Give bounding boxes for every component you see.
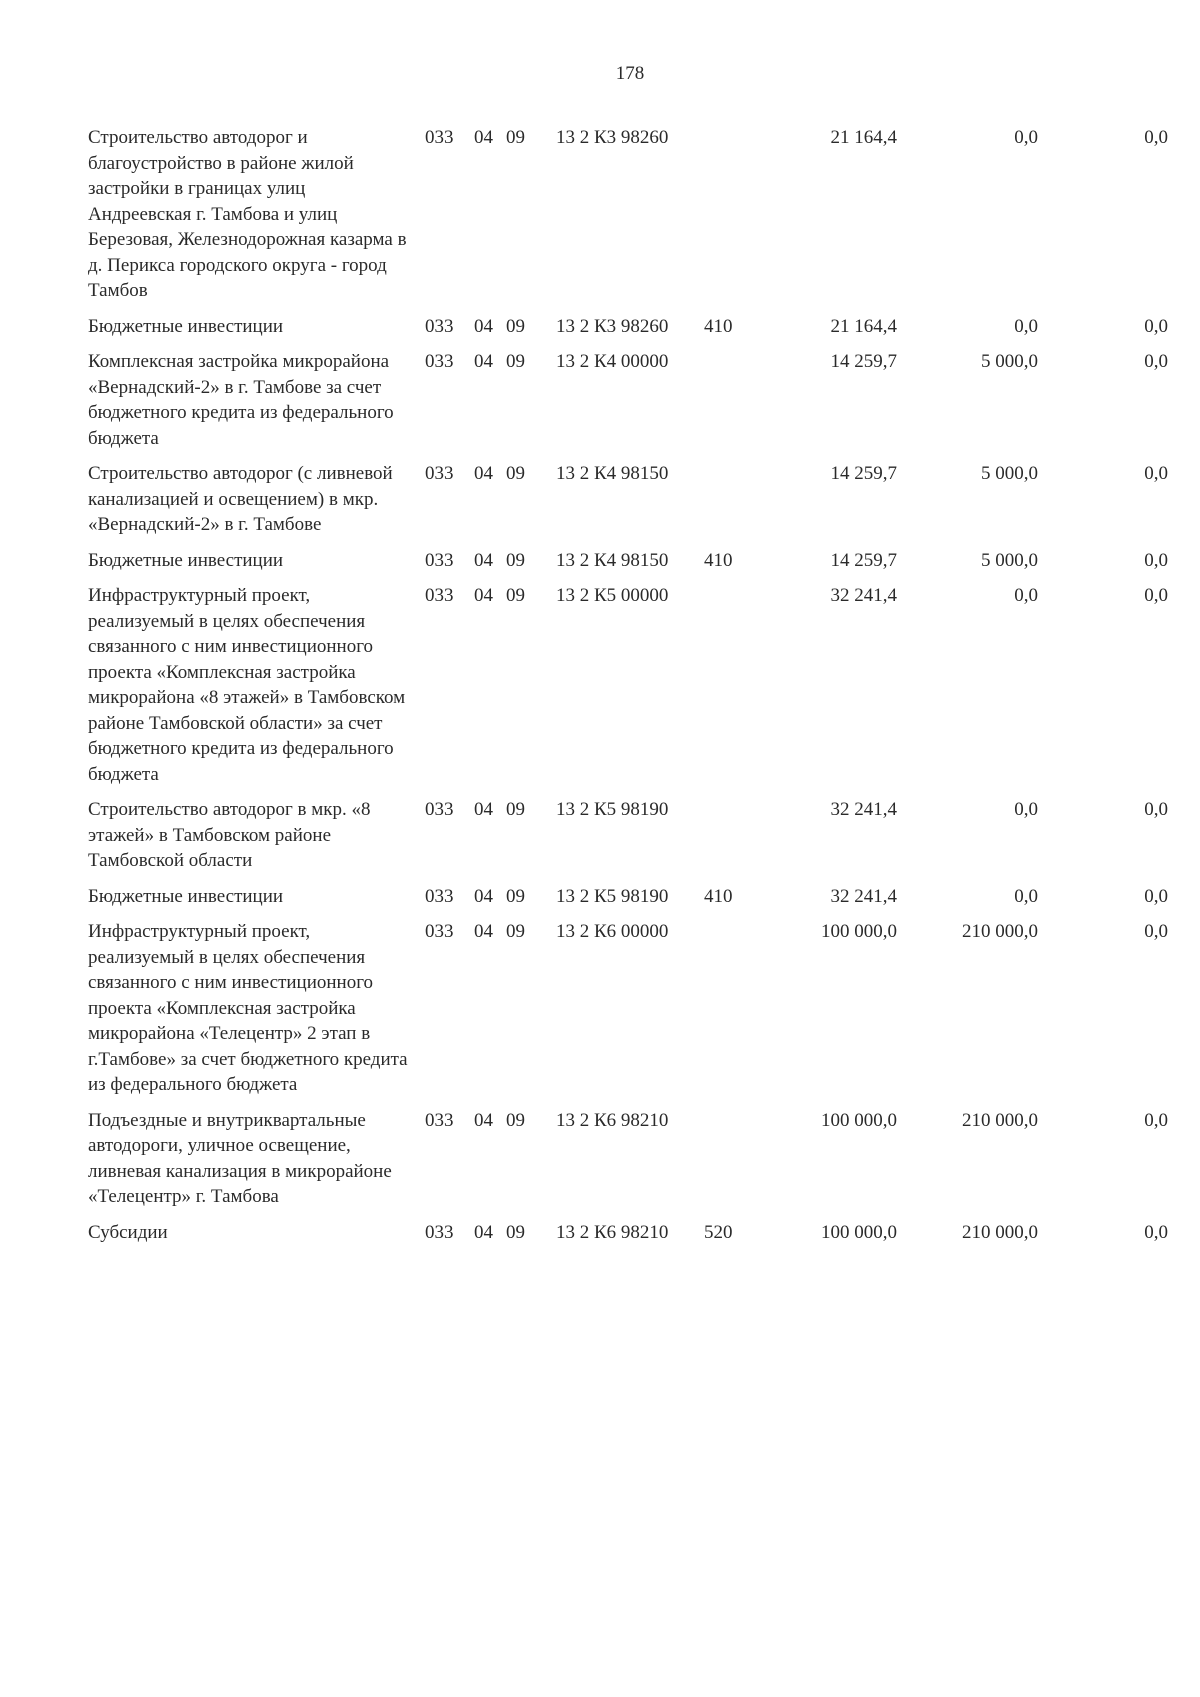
amount-year-1: 14 259,7	[830, 351, 897, 372]
table-row	[88, 548, 1168, 574]
target-article-code: 13 2 К6 00000	[556, 921, 669, 942]
subsection-code: 09	[506, 585, 525, 606]
row-name: Строительство автодорог и благоустройство в районе жилой застройки в границах улиц Андреевская г. Тамбова и улиц Березовая, Железнодорожная казарма в д. Перикса городского округа - город Тамбов	[88, 127, 407, 301]
ved-code: 033	[425, 549, 454, 571]
amount-year-3: 0,0	[1144, 799, 1168, 820]
section-code: 04	[474, 351, 493, 372]
table-row	[88, 314, 1168, 340]
subsection-code: 09	[506, 1221, 525, 1243]
amount-year-1: 32 241,4	[830, 799, 897, 820]
section-code: 04	[474, 315, 493, 337]
row-name: Строительство автодорог в мкр. «8 этажей» в Тамбовском районе Тамбовской области	[88, 799, 371, 871]
ved-code: 033	[425, 463, 454, 484]
amount-year-2: 5 000,0	[981, 351, 1038, 372]
amount-year-2: 5 000,0	[981, 463, 1038, 484]
amount-year-1: 14 259,7	[830, 549, 897, 571]
subsection-code: 09	[506, 921, 525, 942]
amount-year-2: 5 000,0	[981, 549, 1038, 571]
ved-code: 033	[425, 921, 454, 942]
subsection-code: 09	[506, 127, 525, 148]
target-article-code: 13 2 К4 98150	[556, 463, 669, 484]
subsection-code: 09	[506, 1109, 525, 1131]
target-article-code: 13 2 К5 98190	[556, 885, 669, 907]
table-row	[88, 797, 1168, 874]
subsection-code: 09	[506, 885, 525, 907]
table-row	[88, 349, 1168, 451]
section-code: 04	[474, 799, 493, 820]
ved-code: 033	[425, 315, 454, 337]
subsection-code: 09	[506, 549, 525, 571]
ved-code: 033	[425, 799, 454, 820]
row-name: Инфраструктурный проект, реализуемый в целях обеспечения связанного с ним инвестиционного проекта «Комплексная застройка микрорайона «Телецентр» 2 этап в г.Тамбове» за счет бюджетного кредита из федерального бюджета	[88, 921, 408, 1095]
subsection-code: 09	[506, 315, 525, 337]
amount-year-3: 0,0	[1144, 1109, 1168, 1131]
subsection-code: 09	[506, 799, 525, 820]
amount-year-3: 0,0	[1144, 549, 1168, 571]
ved-code: 033	[425, 585, 454, 606]
target-article-code: 13 2 К6 98210	[556, 1221, 669, 1243]
section-code: 04	[474, 921, 493, 942]
amount-year-2: 210 000,0	[962, 921, 1038, 942]
section-code: 04	[474, 463, 493, 484]
amount-year-1: 14 259,7	[830, 463, 897, 484]
ved-code: 033	[425, 1221, 454, 1243]
amount-year-3: 0,0	[1144, 127, 1168, 148]
amount-year-3: 0,0	[1144, 1221, 1168, 1243]
row-name: Бюджетные инвестиции	[88, 315, 284, 337]
row-name: Строительство автодорог (с ливневой канализацией и освещением) в мкр. «Вернадский-2» в г. Тамбове	[88, 463, 393, 535]
amount-year-3: 0,0	[1144, 885, 1168, 907]
page-number: 178	[615, 63, 645, 84]
amount-year-3: 0,0	[1144, 315, 1168, 337]
expense-type-code: 410	[704, 549, 733, 571]
amount-year-2: 210 000,0	[962, 1221, 1038, 1243]
row-name: Бюджетные инвестиции	[88, 885, 284, 907]
amount-year-1: 100 000,0	[821, 1109, 897, 1131]
amount-year-1: 32 241,4	[830, 885, 897, 907]
amount-year-2: 0,0	[1014, 799, 1038, 820]
section-code: 04	[474, 127, 493, 148]
amount-year-2: 210 000,0	[962, 1109, 1038, 1131]
table-row	[88, 919, 1168, 1098]
amount-year-1: 32 241,4	[830, 585, 897, 606]
row-name: Инфраструктурный проект, реализуемый в целях обеспечения связанного с ним инвестиционного проекта «Комплексная застройка микрорайона «8 этажей» в Тамбовском районе Тамбовской области» за счет бюджетного кредита из федерального бюджета	[88, 585, 406, 785]
row-name: Бюджетные инвестиции	[88, 549, 284, 571]
row-name: Субсидии	[88, 1221, 168, 1243]
table-row	[88, 461, 1168, 538]
amount-year-2: 0,0	[1014, 127, 1038, 148]
amount-year-3: 0,0	[1144, 351, 1168, 372]
subsection-code: 09	[506, 351, 525, 372]
table-row	[88, 1108, 1168, 1210]
table-row	[88, 1220, 1168, 1246]
table-row	[88, 125, 1168, 304]
amount-year-1: 21 164,4	[830, 127, 897, 148]
ved-code: 033	[425, 351, 454, 372]
row-name: Комплексная застройка микрорайона «Вернадский-2» в г. Тамбове за счет бюджетного кредита из федерального бюджета	[88, 351, 394, 449]
amount-year-2: 0,0	[1014, 585, 1038, 606]
ved-code: 033	[425, 127, 454, 148]
amount-year-1: 100 000,0	[821, 921, 897, 942]
section-code: 04	[474, 549, 493, 571]
section-code: 04	[474, 1221, 493, 1243]
table-row	[88, 884, 1168, 910]
ved-code: 033	[425, 1109, 454, 1131]
subsection-code: 09	[506, 463, 525, 484]
section-code: 04	[474, 585, 493, 606]
section-code: 04	[474, 1109, 493, 1131]
target-article-code: 13 2 К6 98210	[556, 1109, 669, 1131]
table-row	[88, 583, 1168, 787]
expense-type-code: 520	[704, 1221, 733, 1243]
amount-year-3: 0,0	[1144, 463, 1168, 484]
expense-type-code: 410	[704, 315, 733, 337]
expense-type-code: 410	[704, 885, 733, 907]
section-code: 04	[474, 885, 493, 907]
target-article-code: 13 2 К5 98190	[556, 799, 669, 820]
budget-table	[88, 125, 1168, 1255]
amount-year-3: 0,0	[1144, 921, 1168, 942]
amount-year-2: 0,0	[1014, 315, 1038, 337]
amount-year-1: 100 000,0	[821, 1221, 897, 1243]
row-name: Подъездные и внутриквартальные автодороги, уличное освещение, ливневая канализация в микрорайоне «Телецентр» г. Тамбова	[88, 1109, 392, 1207]
target-article-code: 13 2 К4 98150	[556, 549, 669, 571]
amount-year-3: 0,0	[1144, 585, 1168, 606]
ved-code: 033	[425, 885, 454, 907]
target-article-code: 13 2 К4 00000	[556, 351, 669, 372]
target-article-code: 13 2 К5 00000	[556, 585, 669, 606]
target-article-code: 13 2 К3 98260	[556, 127, 669, 148]
amount-year-2: 0,0	[1014, 885, 1038, 907]
amount-year-1: 21 164,4	[830, 315, 897, 337]
target-article-code: 13 2 К3 98260	[556, 315, 669, 337]
